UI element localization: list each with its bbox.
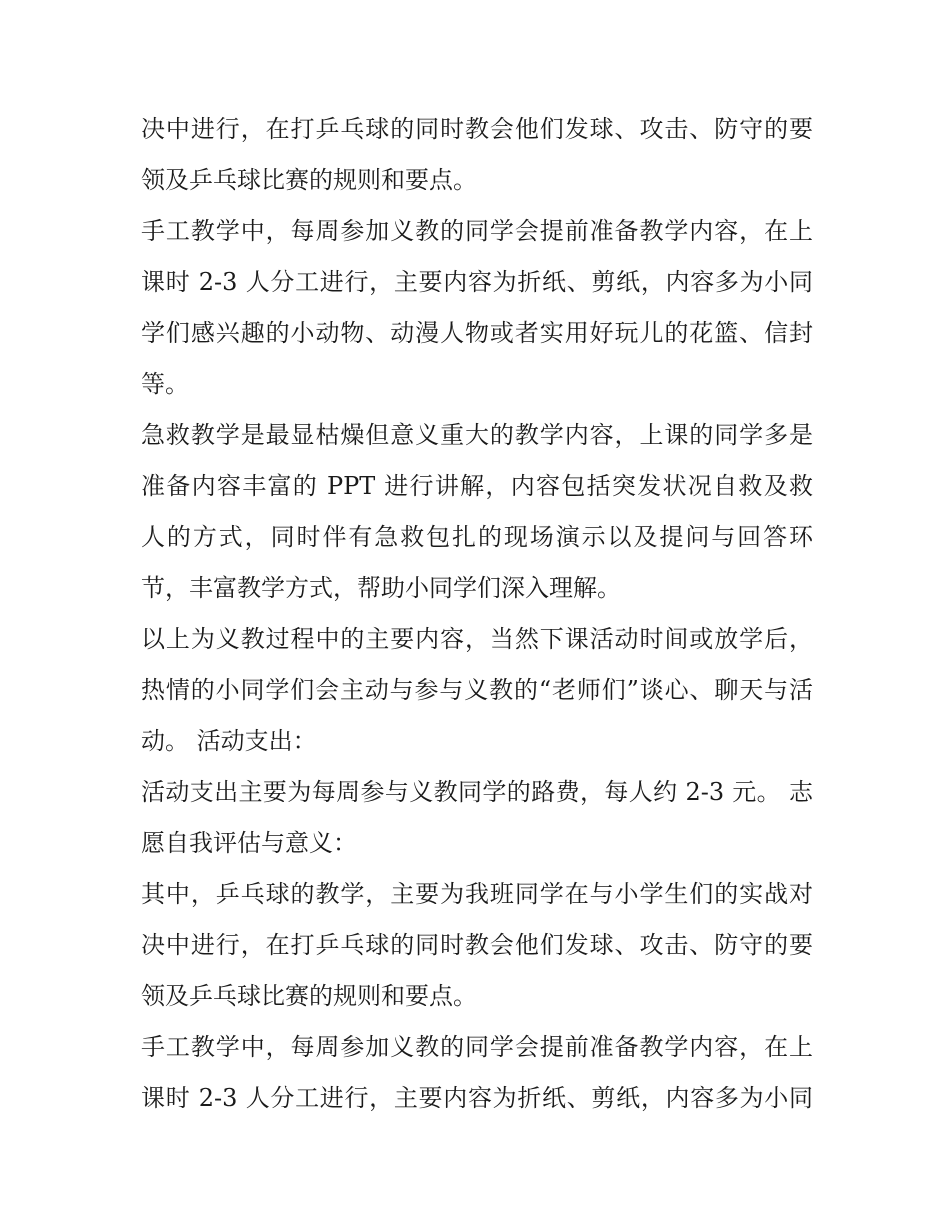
- text-line-12: 热情的小同学们会主动与参与义教的“老师们”谈心、聊天与活: [141, 676, 813, 704]
- text-line-1: 决中进行，在打乒乓球的同时教会他们发球、攻击、防守的要: [141, 115, 813, 143]
- text-line-7: 急救教学是最显枯燥但意义重大的教学内容，上课的同学多是: [141, 421, 813, 449]
- text-line-16: 其中，乒乓球的教学，主要为我班同学在与小学生们的实战对: [141, 880, 813, 908]
- text-line-11: 以上为义教过程中的主要内容，当然下课活动时间或放学后，: [141, 625, 813, 653]
- text-line-4: 课时 2-3 人分工进行，主要内容为折纸、剪纸，内容多为小同: [141, 268, 813, 296]
- text-line-14: 活动支出主要为每周参与义教同学的路费，每人约 2-3 元。 志: [141, 778, 813, 806]
- text-line-13: 动。 活动支出：: [141, 727, 317, 755]
- text-line-5: 学们感兴趣的小动物、动漫人物或者实用好玩儿的花篮、信封: [141, 319, 813, 347]
- text-line-15: 愿自我评估与意义：: [141, 829, 357, 857]
- text-line-17: 决中进行，在打乒乓球的同时教会他们发球、攻击、防守的要: [141, 931, 813, 959]
- text-line-20: 课时 2-3 人分工进行，主要内容为折纸、剪纸，内容多为小同: [141, 1084, 813, 1112]
- text-line-2: 领及乒乓球比赛的规则和要点。: [141, 166, 477, 194]
- text-line-19: 手工教学中，每周参加义教的同学会提前准备教学内容，在上: [141, 1033, 813, 1061]
- text-line-3: 手工教学中，每周参加义教的同学会提前准备教学内容，在上: [141, 217, 813, 245]
- text-line-6: 等。: [141, 370, 189, 398]
- document-body: [141, 104, 813, 1124]
- text-line-8: 准备内容丰富的 PPT 进行讲解，内容包括突发状况自救及救: [141, 472, 813, 500]
- text-line-18: 领及乒乓球比赛的规则和要点。: [141, 982, 477, 1010]
- text-line-9: 人的方式，同时伴有急救包扎的现场演示以及提问与回答环: [141, 523, 813, 551]
- text-line-10: 节，丰富教学方式，帮助小同学们深入理解。: [141, 574, 621, 602]
